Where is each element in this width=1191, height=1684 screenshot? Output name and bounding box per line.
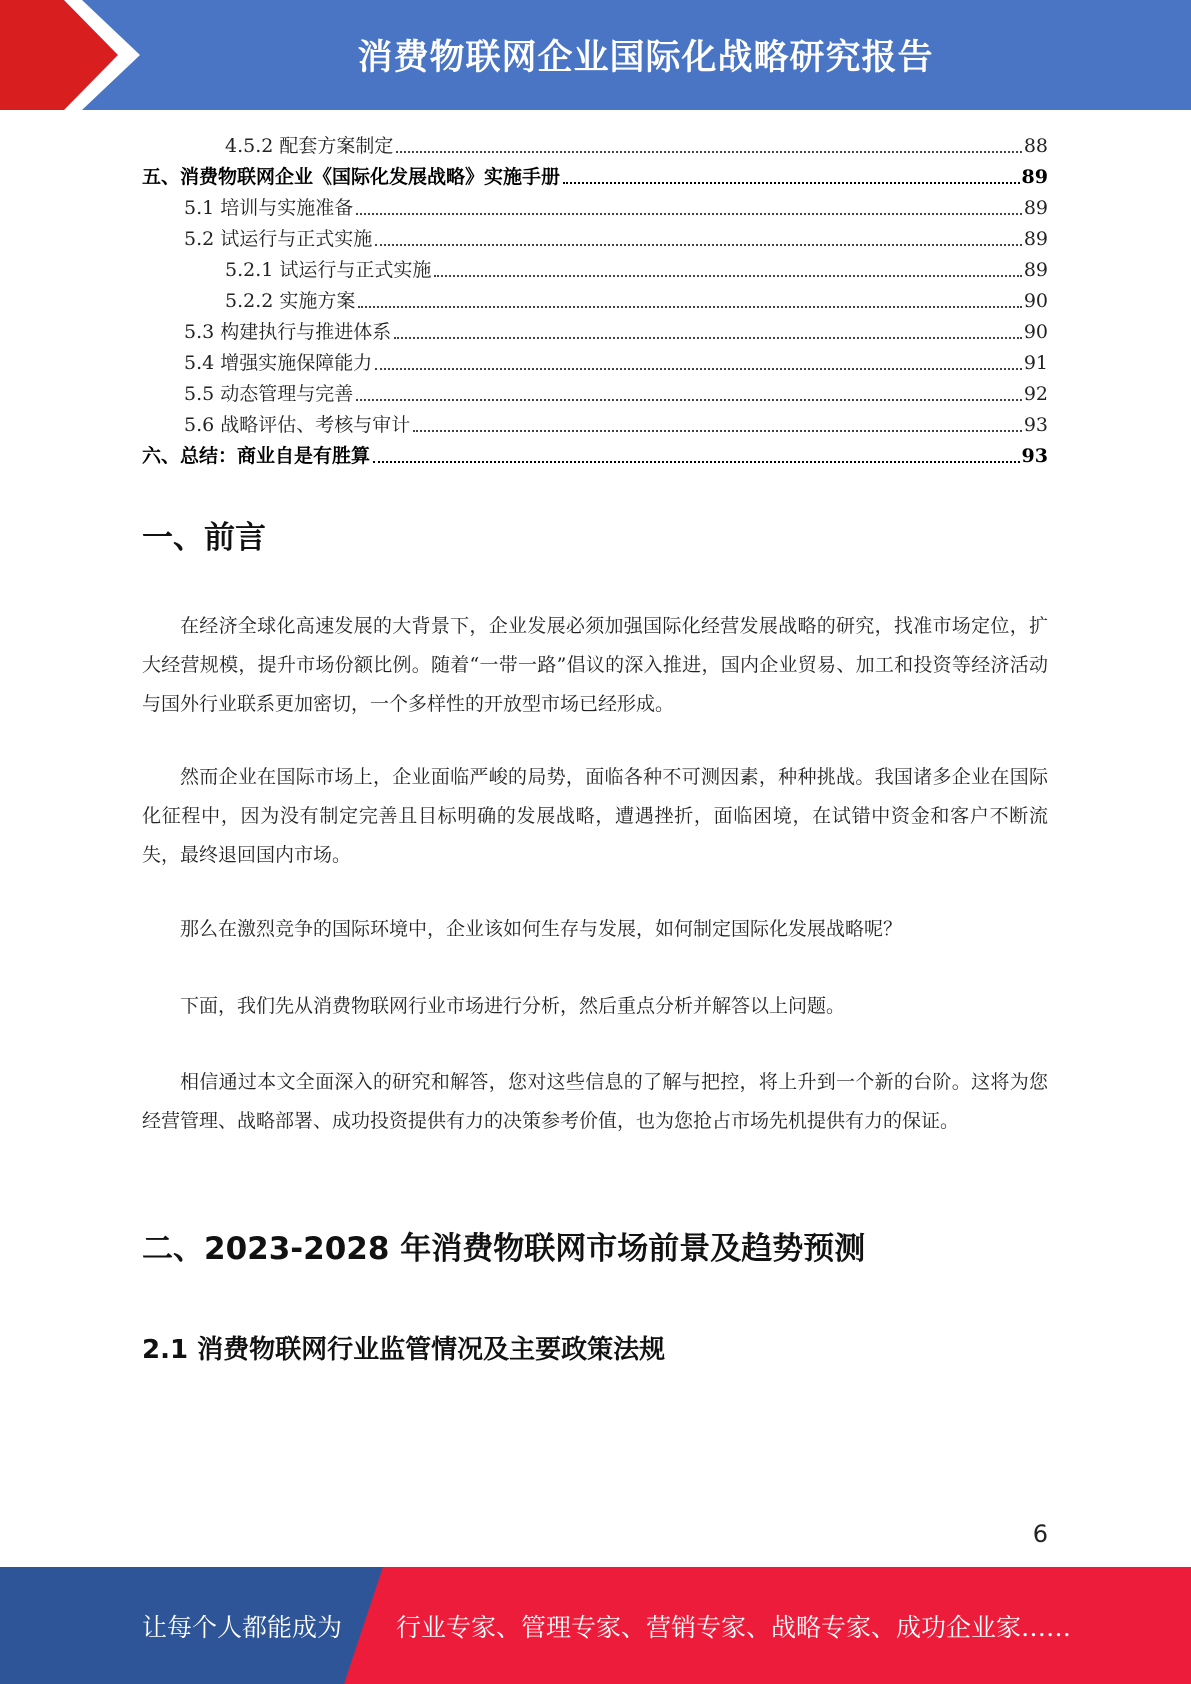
section-heading-market-forecast: 二、2023-2028 年消费物联网市场前景及趋势预测 — [142, 1231, 866, 1267]
toc-entry[interactable] — [142, 407, 1048, 438]
toc-entry-title: 5.5 动态管理与完善 — [184, 383, 354, 405]
toc-entry[interactable] — [142, 314, 1048, 345]
toc-entry-page: 90 — [1023, 290, 1048, 312]
paragraph: 那么在激烈竞争的国际环境中，企业该如何生存与发展，如何制定国际化发展战略呢？ — [180, 918, 903, 940]
footer-slogan-right: 行业专家、管理专家、营销专家、战略专家、成功企业家…… — [396, 1612, 1072, 1642]
toc-dot-leader — [356, 213, 1022, 215]
toc-entry[interactable] — [142, 128, 1048, 159]
toc-entry-page: 92 — [1023, 383, 1048, 405]
toc-dot-leader — [413, 430, 1022, 432]
toc-entry[interactable] — [142, 376, 1048, 407]
toc-entry[interactable] — [142, 221, 1048, 252]
toc-dot-leader — [373, 461, 1020, 463]
toc-entry-page: 89 — [1021, 166, 1048, 188]
toc-entry[interactable] — [142, 159, 1048, 190]
toc-dot-leader — [394, 337, 1022, 339]
toc-entry-page: 93 — [1023, 414, 1048, 436]
toc-dot-leader — [434, 275, 1021, 277]
header-chevron-decoration — [0, 0, 160, 110]
paragraph: 相信通过本文全面深入的研究和解答，您对这些信息的了解与把控，将上升到一个新的台阶。这将为您经营管理、战略部署、成功投资提供有力的决策参考价值，也为您抢占市场先机提供有力的保证。 — [142, 1071, 1048, 1132]
toc-dot-leader — [358, 306, 1021, 308]
paragraph: 然而企业在国际市场上，企业面临严峻的局势，面临各种不可测因素，种种挑战。我国诸多企业在国际化征程中，因为没有制定完善且目标明确的发展战略，遭遇挫折，面临困境，在试错中资金和客户不断流失，最终退回国内市场。 — [142, 766, 1048, 866]
toc-entry-title: 4.5.2 配套方案制定 — [225, 135, 394, 157]
page-number: 6 — [1032, 1520, 1048, 1548]
toc-entry-title: 五、消费物联网企业《国际化发展战略》实施手册 — [142, 166, 561, 188]
toc-entry-title: 5.2.1 试运行与正式实施 — [225, 259, 432, 281]
page-header — [0, 0, 1191, 110]
section-heading-preface: 一、前言 — [142, 520, 266, 556]
toc-entry-title: 5.4 增强实施保障能力 — [184, 352, 373, 374]
toc-entry-title: 5.1 培训与实施准备 — [184, 197, 354, 219]
page-footer — [0, 1567, 1191, 1684]
toc-entry-title: 六、总结：商业自是有胜算 — [142, 445, 371, 467]
toc-dot-leader — [375, 368, 1022, 370]
subsection-heading-regulation: 2.1 消费物联网行业监管情况及主要政策法规 — [142, 1335, 666, 1365]
paragraph: 下面，我们先从消费物联网行业市场进行分析，然后重点分析并解答以上问题。 — [180, 995, 846, 1017]
toc-entry-page: 90 — [1023, 321, 1048, 343]
toc-entry-title: 5.2 试运行与正式实施 — [184, 228, 373, 250]
toc-entry[interactable] — [142, 252, 1048, 283]
toc-entry-page: 88 — [1023, 135, 1048, 157]
toc-entry-title: 5.6 战略评估、考核与审计 — [184, 414, 411, 436]
table-of-contents — [142, 128, 1048, 469]
footer-slogan-left: 让每个人都能成为 — [142, 1612, 343, 1642]
toc-entry[interactable] — [142, 283, 1048, 314]
toc-entry[interactable] — [142, 345, 1048, 376]
toc-entry-page: 89 — [1023, 259, 1048, 281]
toc-entry[interactable] — [142, 190, 1048, 221]
toc-dot-leader — [356, 399, 1022, 401]
toc-entry-title: 5.2.2 实施方案 — [225, 290, 356, 312]
toc-entry-page: 91 — [1023, 352, 1048, 374]
toc-entry-page: 89 — [1023, 197, 1048, 219]
toc-entry-page: 93 — [1021, 445, 1048, 467]
toc-dot-leader — [563, 182, 1020, 184]
toc-entry-title: 5.3 构建执行与推进体系 — [184, 321, 392, 343]
toc-dot-leader — [396, 151, 1021, 153]
toc-dot-leader — [375, 244, 1022, 246]
report-title: 消费物联网企业国际化战略研究报告 — [357, 38, 934, 78]
toc-entry[interactable] — [142, 438, 1048, 469]
paragraph: 在经济全球化高速发展的大背景下，企业发展必须加强国际化经营发展战略的研究，找准市场定位，扩大经营规模，提升市场份额比例。随着“一带一路”倡议的深入推进，国内企业贸易、加工和投资等经济活动与国外行业联系更加密切，一个多样性的开放型市场已经形成。 — [142, 615, 1048, 715]
toc-entry-page: 89 — [1023, 228, 1048, 250]
